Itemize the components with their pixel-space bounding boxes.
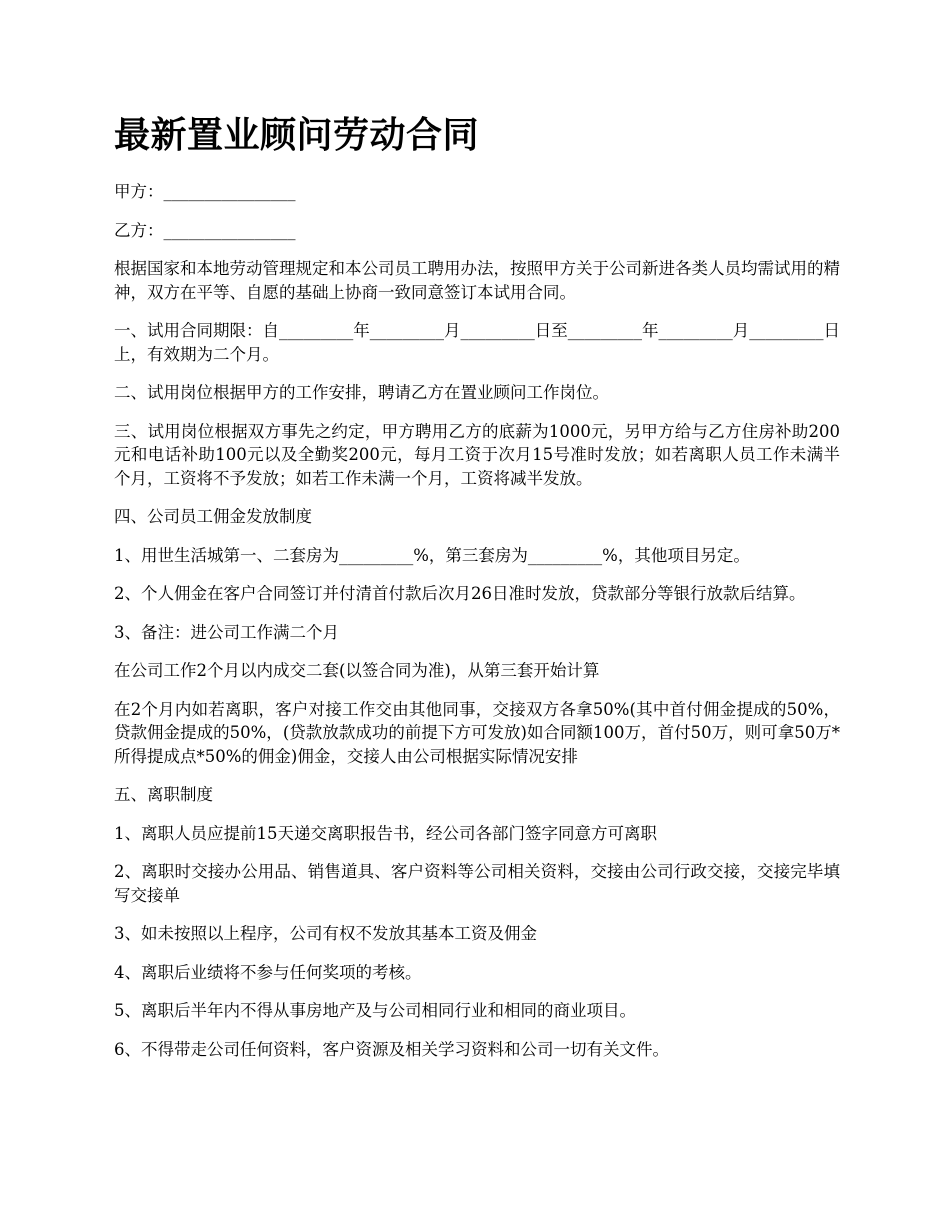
section-5-heading: 五、离职制度 xyxy=(114,785,213,804)
section-4-item-2: 2、个人佣金在客户合同签订并付清首付款后次月26日准时发放，贷款部分等银行放款后结算。 xyxy=(114,584,806,603)
section-5-item-1: 1、离职人员应提前15天递交离职报告书，经公司各部门签字同意方可离职 xyxy=(114,823,657,843)
section-4-note-1: 在公司工作2个月以内成交二套(以签合同为准)，从第三套开始计算 xyxy=(114,661,600,680)
clause-1-term: 一、试用合同期限：自_________年_________月_________日至_________年_________月_________日上，有效期为二个月。 xyxy=(114,321,840,364)
preamble-paragraph: 根据国家和本地劳动管理规定和本公司员工聘用办法，按照甲方关于公司新进各类人员均需试用的精神，双方在平等、自愿的基础上协商一致同意签订本试用合同。 xyxy=(114,259,840,302)
section-5-item-3: 3、如未按照以上程序，公司有权不发放其基本工资及佣金 xyxy=(114,924,537,943)
clause-2-position: 二、试用岗位根据甲方的工作安排，聘请乙方在置业顾问工作岗位。 xyxy=(114,383,609,402)
section-4-note-2: 在2个月内如若离职，客户对接工作交由其他同事，交接双方各拿50%(其中首付佣金提成的50%，贷款佣金提成的50%，(贷款放款成功的前提下方可发放)如合同额100万，首付50万，则可拿50万*所得提成点*50%的佣金)佣金，交接人由公司根据实际情况安排 xyxy=(114,699,840,766)
section-5-item-2: 2、离职时交接办公用品、销售道具、客户资料等公司相关资料，交接由公司行政交接，交接完毕填写交接单 xyxy=(114,862,840,905)
section-5-item-6: 6、不得带走公司任何资料，客户资源及相关学习资料和公司一切有关文件。 xyxy=(114,1039,669,1059)
section-4-item-3: 3、备注：进公司工作满二个月 xyxy=(114,622,339,642)
section-5-item-5: 5、离职后半年内不得从事房地产及与公司相同行业和相同的商业项目。 xyxy=(114,1001,636,1020)
clause-3-salary: 三、试用岗位根据双方事先之约定，甲方聘用乙方的底薪为1000元，另甲方给与乙方住房补助200元和电话补助100元以及全勤奖200元，每月工资于次月15号准时发放；如若离职人员工作未满半个月，工资将不予发放；如若工作未满一个月，工资将减半发放。 xyxy=(114,421,840,488)
section-5-item-4: 4、离职后业绩将不参与任何奖项的考核。 xyxy=(114,962,422,982)
party-b-line: 乙方：________________ xyxy=(114,220,296,240)
party-a-line: 甲方：________________ xyxy=(114,182,296,201)
section-4-heading: 四、公司员工佣金发放制度 xyxy=(114,507,312,526)
document-title: 最新置业顾问劳动合同 xyxy=(114,115,480,156)
section-4-item-1: 1、用世生活城第一、二套房为_________%，第三套房为_________%，其他项目另定。 xyxy=(114,545,750,565)
